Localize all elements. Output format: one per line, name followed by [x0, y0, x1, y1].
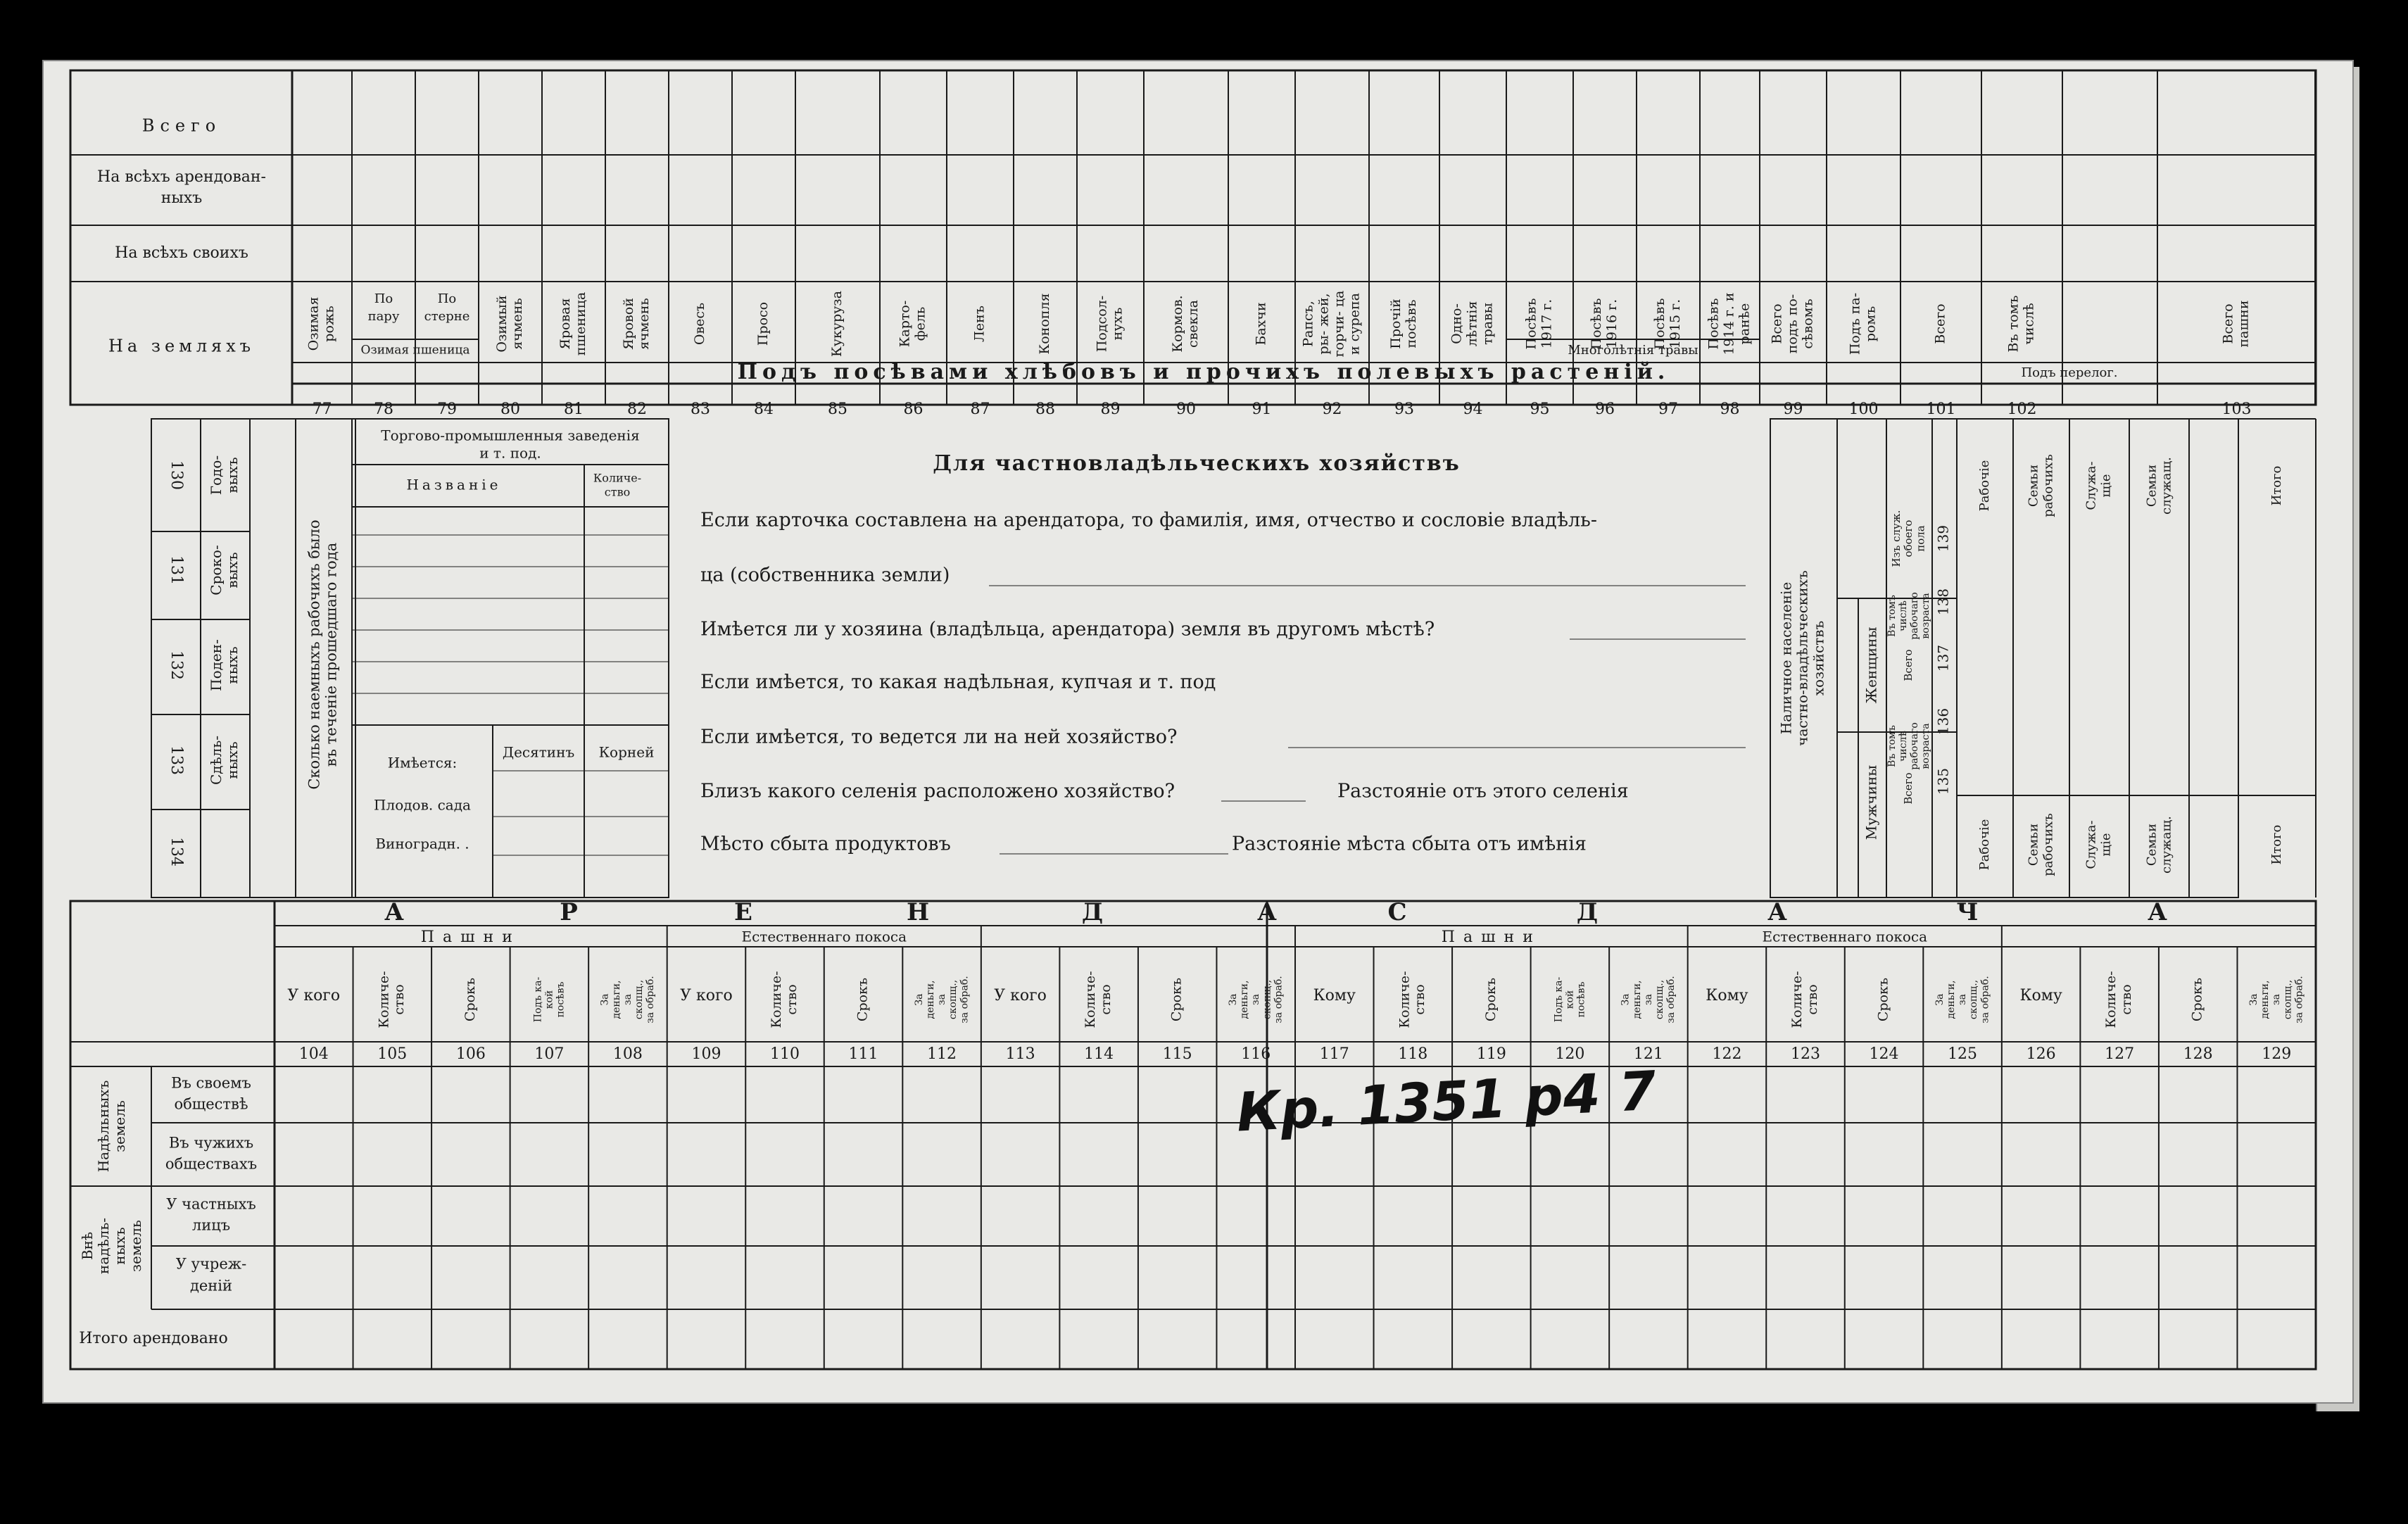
crop-header: Кормов. — [1170, 295, 1186, 353]
private-line-4: Если имѣется, то какая надѣльная, купчая и т. под — [700, 671, 1216, 693]
lease-subheader: за — [1642, 994, 1654, 1005]
crop-header: ячмень — [509, 298, 525, 350]
worker-type-label: Сдѣль- — [208, 735, 225, 786]
crop-header: Кукуруза — [829, 291, 845, 357]
lease-subheader: Срокъ — [2189, 977, 2205, 1022]
trade-desyatin: Десятинъ — [502, 743, 575, 761]
row-label-lands: На земляхъ — [108, 336, 256, 356]
frame — [70, 901, 2316, 1369]
lease-subheader: кой — [1564, 990, 1576, 1009]
population-col: Всего — [1902, 772, 1915, 805]
private-line-6: Близъ какого селенія расположено хозяйство? — [700, 780, 1175, 802]
trade-name-header: Названіе — [406, 476, 502, 493]
pokos-header: Естественнаго покоса — [741, 928, 907, 945]
private-line-8: Мѣсто сбыта продуктовъ — [700, 833, 951, 855]
population-right-col: щіе — [2098, 833, 2114, 857]
crop-header: Карто- — [897, 300, 913, 348]
population-right-col: рабочихъ — [2041, 813, 2056, 876]
crop-header: Подсол- — [1094, 295, 1110, 353]
population-title: Наличное населеніе — [1777, 581, 1795, 735]
lease-subheader: За — [913, 993, 925, 1006]
lease-subheader: ство — [2119, 984, 2135, 1015]
lease-subheader: за — [1957, 994, 1969, 1005]
lease-group-label: земель — [111, 1100, 128, 1152]
crop-header: сѣвомъ — [1800, 298, 1816, 349]
column-number: 126 — [2026, 1045, 2056, 1063]
column-number: 90 — [1176, 401, 1196, 418]
column-number: 118 — [1398, 1045, 1428, 1063]
crop-header: пашни — [2236, 300, 2252, 348]
crop-header: Рапсъ, — [1300, 301, 1316, 347]
lease-subheader: За — [1228, 993, 1240, 1006]
arenda-letter: А — [1257, 898, 1277, 926]
column-number: 114 — [1084, 1045, 1114, 1063]
column-number: 99 — [1783, 401, 1803, 418]
crop-header: нухъ — [1109, 307, 1126, 341]
lease-subheader: за обраб. — [645, 976, 657, 1024]
column-number: 79 — [437, 401, 457, 418]
crop-header: Конопля — [1037, 293, 1052, 355]
lease-subheader: за — [936, 994, 948, 1005]
population-right-col: Служа- — [2084, 820, 2099, 869]
lease-subheader: скопщ., — [1654, 979, 1666, 1020]
crop-header: пару — [367, 309, 400, 324]
population-col: Изъ служ. — [1889, 510, 1903, 567]
pokos-header: Естественнаго покоса — [1762, 928, 1928, 945]
column-number: 113 — [1005, 1045, 1035, 1063]
column-number: 96 — [1595, 401, 1615, 418]
population-col: Всего — [1902, 649, 1915, 681]
crop-header: Ленъ — [971, 306, 988, 342]
trade-vineyard: Виноградн. . — [375, 835, 469, 852]
row-label-own: На всѣхъ своихъ — [115, 244, 248, 262]
crop-header: подъ по- — [1784, 294, 1801, 354]
lease-subheader: Срокъ — [462, 977, 478, 1022]
lease-subheader: ство — [1804, 984, 1820, 1015]
population-title: частно-владѣльческихъ — [1794, 570, 1811, 746]
lease-subheader: За — [1934, 993, 1946, 1006]
column-number: 105 — [377, 1045, 408, 1063]
crop-header: Бахчи — [1253, 302, 1269, 346]
population-col: Въ томъ — [1886, 595, 1898, 637]
population-col: числѣ — [1897, 600, 1909, 631]
column-number: 106 — [455, 1045, 486, 1063]
lease-subheader: посѣвъ — [1575, 981, 1587, 1018]
arenda-letter: А — [384, 898, 404, 926]
lease-subheader: за обраб. — [1665, 976, 1677, 1024]
lease-row-label: деній — [189, 1277, 233, 1295]
lease-subheader: за — [2271, 994, 2283, 1005]
column-number: 112 — [927, 1045, 957, 1063]
column-number: 102 — [2007, 401, 2037, 418]
private-line-5: Если имѣется, то ведется ли на ней хозяйство? — [700, 726, 1178, 748]
lease-subheader: скопщ., — [1968, 979, 1980, 1020]
population-right-col: Служа- — [2084, 461, 2099, 510]
column-number: 85 — [828, 401, 847, 418]
column-number: 94 — [1463, 401, 1483, 418]
worker-type-label: ныхъ — [224, 646, 241, 684]
lease-subheader: Кому — [2019, 987, 2062, 1005]
column-number: 120 — [1555, 1045, 1585, 1063]
sdacha-letter: А — [1767, 898, 1787, 926]
column-number: 109 — [691, 1045, 721, 1063]
worker-type-label: Поден- — [208, 639, 225, 691]
population-right-col: Итого — [2269, 824, 2284, 865]
lease-row-label: обществѣ — [174, 1095, 248, 1113]
column-number: 127 — [2105, 1045, 2135, 1063]
trade-korney: Корней — [598, 743, 655, 761]
population-col: рабочаго — [1909, 592, 1921, 640]
column-number: 98 — [1720, 401, 1740, 418]
lease-subheader: деньги, — [1945, 980, 1957, 1019]
column-number: 133 — [168, 745, 185, 775]
lease-subheader: Срокъ — [855, 977, 871, 1022]
column-number: 115 — [1162, 1045, 1192, 1063]
column-number: 110 — [770, 1045, 800, 1063]
crop-header: Посѣвъ — [1523, 298, 1539, 350]
crop-header: ранѣе — [1736, 303, 1753, 345]
crop-header: числѣ — [2021, 303, 2037, 345]
column-number: 139 — [1934, 524, 1952, 553]
women-label: Женщины — [1862, 626, 1880, 704]
column-number: 100 — [1848, 401, 1879, 418]
population-right-col: Рабочіе — [1977, 460, 1992, 512]
column-number: 119 — [1476, 1045, 1506, 1063]
column-number: 125 — [1948, 1045, 1978, 1063]
crop-header: ры- жей, — [1316, 293, 1332, 355]
crop-header: травы — [1480, 303, 1496, 345]
lease-subheader: У кого — [680, 987, 733, 1005]
lease-subheader: за — [622, 994, 633, 1005]
crop-header: фель — [912, 306, 928, 341]
population-col: Въ томъ — [1886, 725, 1898, 767]
crop-header: рожь — [321, 306, 337, 342]
lease-subheader: ство — [1412, 984, 1428, 1015]
column-number: 122 — [1712, 1045, 1742, 1063]
population-col: числѣ — [1897, 731, 1909, 762]
column-number: 136 — [1934, 707, 1952, 736]
private-line-1: Если карточка составлена на арендатора, то фамилія, имя, отчество и сословіе владѣль- — [700, 509, 1597, 531]
column-number: 101 — [1926, 401, 1956, 418]
column-number: 124 — [1869, 1045, 1899, 1063]
lease-subheader: кой — [543, 990, 555, 1009]
column-number: 91 — [1252, 401, 1272, 418]
crop-header: 1914 г. и — [1721, 292, 1737, 355]
column-number: 128 — [2183, 1045, 2213, 1063]
hired-workers-label: Сколько наемныхъ рабочихъ было — [305, 519, 323, 790]
lease-subheader: деньги, — [1631, 980, 1643, 1019]
lease-row-label: обществахъ — [165, 1155, 258, 1173]
crop-header: Всего — [1932, 303, 1948, 344]
lease-subheader: посѣвъ — [555, 981, 567, 1018]
arenda-letter: Р — [560, 898, 578, 926]
lease-subheader: За — [1620, 993, 1632, 1006]
itogo-arendovano: Итого арендовано — [79, 1330, 228, 1347]
lease-row-label: Въ чужихъ — [168, 1134, 254, 1152]
lease-row-label: Въ своемъ — [171, 1074, 251, 1092]
column-number: 108 — [612, 1045, 643, 1063]
crop-header: Овесъ — [692, 302, 707, 346]
column-number: 117 — [1319, 1045, 1349, 1063]
lease-subheader: Кому — [1313, 987, 1356, 1005]
lease-subheader: за обраб. — [1273, 976, 1285, 1024]
trade-title: Торгово-промышленныя заведенія — [381, 427, 640, 444]
sdacha-letter: Ч — [1956, 898, 1979, 926]
trade-orchard: Плодов. сада — [374, 796, 471, 814]
column-number: 130 — [168, 460, 185, 490]
pashni-header: Пашни — [1441, 928, 1542, 946]
crop-header: Озимый — [494, 295, 510, 353]
row-label-leased: На всѣхъ арендован- — [97, 168, 266, 186]
column-number: 81 — [564, 401, 584, 418]
lease-subheader: Срокъ — [1482, 977, 1499, 1022]
arenda-letter: Н — [906, 898, 930, 926]
trade-count-header: Количе- — [593, 471, 642, 485]
crop-header: свекла — [1185, 300, 1201, 348]
population-right-col: Итого — [2269, 465, 2284, 506]
crop-header: Просо — [755, 301, 771, 346]
sdacha-letter: Д — [1576, 898, 1599, 926]
population-right-col: Семьи — [2144, 464, 2160, 508]
private-line-3: Имѣется ли у хозяина (владѣльца, арендатора) земля въ другомъ мѣстѣ? — [700, 618, 1435, 641]
column-number: 97 — [1658, 401, 1678, 418]
lease-row-label: У учреж- — [175, 1255, 247, 1273]
crop-subheader: Многолѣтнія травы — [1568, 343, 1698, 358]
crop-header: Посѣвъ — [1652, 298, 1668, 350]
column-number: 82 — [627, 401, 647, 418]
crop-header: Одно- — [1449, 303, 1465, 344]
population-col: обоего — [1902, 519, 1915, 558]
column-number: 111 — [848, 1045, 878, 1063]
column-number: 84 — [754, 401, 774, 418]
men-label: Мужчины — [1862, 764, 1880, 840]
lease-subheader: У кого — [994, 987, 1047, 1005]
private-line-2: ца (собственника земли) — [700, 564, 950, 586]
lease-group-label: земель — [127, 1220, 144, 1272]
population-right-col: Семьи — [2144, 823, 2160, 867]
worker-type-label: Сроко- — [208, 545, 225, 596]
crop-header: посѣвъ — [1403, 299, 1419, 348]
column-number: 137 — [1934, 644, 1952, 672]
column-number: 92 — [1322, 401, 1342, 418]
column-number: 89 — [1100, 401, 1121, 418]
column-number: 132 — [168, 650, 185, 680]
column-number: 116 — [1241, 1045, 1271, 1063]
column-number: 135 — [1934, 767, 1952, 795]
worker-type-label: выхъ — [224, 552, 241, 588]
lease-subheader: Количе- — [376, 971, 392, 1028]
column-number: 134 — [168, 837, 185, 867]
crop-header: ромъ — [1862, 306, 1879, 342]
lease-subheader: Подъ ка- — [532, 976, 544, 1023]
sdacha-letter: А — [2148, 898, 2167, 926]
crop-header: Всего — [1769, 303, 1785, 344]
population-right-col: Семьи — [2026, 464, 2041, 508]
lease-subheader: скопщ., — [947, 979, 959, 1020]
lease-subheader: деньги, — [1239, 980, 1251, 1019]
lease-subheader: Кому — [1706, 987, 1748, 1005]
column-number: 88 — [1035, 401, 1055, 418]
crop-header: По — [437, 291, 457, 306]
crop-header: По — [374, 291, 393, 306]
crop-header: и сурепа — [1347, 293, 1363, 355]
crop-header: лѣтнія — [1464, 301, 1480, 347]
lease-subheader: За — [2248, 993, 2260, 1006]
lease-subheader: ство — [1098, 984, 1114, 1015]
column-number: 86 — [903, 401, 924, 418]
population-right-col: рабочихъ — [2041, 454, 2056, 517]
private-line-9: Разстояніе мѣста сбыта отъ имѣнія — [1232, 833, 1587, 855]
population-right-col: щіе — [2098, 474, 2114, 498]
lease-subheader: скопщ., — [633, 979, 645, 1020]
crop-header: Прочій — [1388, 298, 1404, 349]
lease-subheader: за — [1250, 994, 1262, 1005]
lease-subheader: Количе- — [1397, 971, 1413, 1028]
lease-subheader: ство — [391, 984, 408, 1015]
population-right-col: Рабочіе — [1977, 819, 1992, 871]
lease-subheader: ство — [783, 984, 800, 1015]
lease-group-label: Надѣльныхъ — [95, 1080, 112, 1173]
row-label-leased: ныхъ — [160, 189, 203, 207]
column-number: 103 — [2221, 401, 2252, 418]
lease-subheader: за обраб. — [1979, 976, 1991, 1024]
column-number: 93 — [1394, 401, 1414, 418]
lease-subheader: Количе- — [769, 971, 785, 1028]
lease-subheader: Срокъ — [1875, 977, 1891, 1022]
population-col: возраста — [1920, 593, 1932, 639]
crop-subheader: Озимая пшеница — [360, 343, 470, 358]
worker-type-label: Годо- — [208, 455, 225, 496]
lease-subheader: За — [599, 993, 611, 1006]
population-right-col: служащ. — [2159, 457, 2174, 515]
column-number: 121 — [1633, 1045, 1663, 1063]
population-right-col: служащ. — [2159, 816, 2174, 874]
crop-header: стерне — [424, 309, 470, 324]
arenda-letter: Д — [1081, 898, 1104, 926]
crop-header: Всего — [2220, 303, 2236, 344]
population-col: рабочаго — [1909, 722, 1921, 770]
crop-header: Посѣвъ — [1706, 298, 1722, 350]
crop-header: Посѣвъ — [1589, 298, 1605, 350]
column-number: 87 — [970, 401, 990, 418]
column-number: 77 — [312, 401, 332, 418]
column-number: 129 — [2262, 1045, 2292, 1063]
population-col: пола — [1914, 525, 1927, 552]
column-number: 123 — [1791, 1045, 1820, 1063]
trade-title: и т. под. — [479, 444, 541, 462]
lease-subheader: скопщ., — [2282, 979, 2294, 1020]
crop-header: Озимая — [305, 296, 322, 351]
column-number: 95 — [1530, 401, 1550, 418]
handwritten-note: Кр. 1351 р4 7 — [1235, 1059, 1658, 1144]
column-number: 138 — [1934, 588, 1952, 616]
sdacha-letter: С — [1387, 898, 1407, 926]
hired-workers-label: въ теченіе прошедшаго года — [322, 542, 340, 767]
lease-subheader: деньги, — [2259, 980, 2271, 1019]
lease-subheader: У кого — [287, 987, 341, 1005]
column-number: 107 — [534, 1045, 565, 1063]
private-heading: Для частновладѣльческихъ хозяйствъ — [933, 451, 1461, 476]
crop-header: 1917 г. — [1539, 298, 1555, 349]
lease-group-label: надѣль- — [95, 1218, 112, 1274]
worker-type-label: выхъ — [224, 457, 241, 493]
lease-subheader: деньги, — [924, 980, 936, 1019]
crop-header: Яровая — [557, 298, 574, 350]
crop-header: 1915 г. — [1667, 298, 1683, 349]
lease-subheader: Подъ ка- — [1553, 976, 1565, 1023]
lease-row-label: лицъ — [191, 1216, 231, 1234]
population-col: возраста — [1920, 723, 1932, 769]
row-label-total: Всего — [141, 115, 222, 136]
lease-group-label: ныхъ — [111, 1227, 128, 1265]
crop-header: 1916 г. — [1603, 298, 1620, 349]
private-line-7: Разстояніе отъ этого селенія — [1337, 780, 1629, 802]
lease-subheader: деньги, — [610, 980, 622, 1019]
lease-subheader: за обраб. — [959, 976, 971, 1024]
population-right-col: Семьи — [2026, 823, 2041, 867]
population-title: хозяйствъ — [1810, 620, 1827, 696]
crop-header: Яровой — [621, 298, 637, 350]
lease-row-label: У частныхъ — [166, 1195, 256, 1213]
worker-type-label: ныхъ — [224, 741, 241, 779]
lease-subheader: Количе- — [2103, 971, 2119, 1028]
pashni-header: Пашни — [420, 928, 521, 946]
crop-header: Подъ па- — [1847, 292, 1863, 355]
column-number: 131 — [168, 555, 185, 585]
column-number: 83 — [691, 401, 710, 418]
lease-subheader: Количе- — [1083, 971, 1099, 1028]
column-number: 80 — [500, 401, 520, 418]
crop-subheader: Подъ перелог. — [2021, 365, 2118, 380]
section-title-sowing: Подъ посѣвами хлѣбовъ и прочихъ полевыхъ растеній. — [737, 360, 1670, 384]
lease-subheader: за обраб. — [2293, 976, 2305, 1024]
trade-has-label: Имѣется: — [387, 754, 458, 772]
column-number: 78 — [374, 401, 393, 418]
lease-subheader: Количе- — [1789, 971, 1805, 1028]
crop-header: пшеница — [572, 291, 588, 356]
lease-subheader: скопщ., — [1261, 979, 1273, 1020]
crop-header: горчи- ца — [1331, 290, 1347, 358]
trade-count-header: ство — [604, 485, 631, 499]
column-number: 104 — [298, 1045, 329, 1063]
arenda-letter: Е — [734, 898, 752, 926]
crop-header: ячмень — [636, 298, 652, 350]
lease-group-label: Внѣ — [79, 1231, 96, 1261]
crop-header: Въ томъ — [2005, 295, 2022, 353]
lease-subheader: Срокъ — [1168, 977, 1185, 1022]
